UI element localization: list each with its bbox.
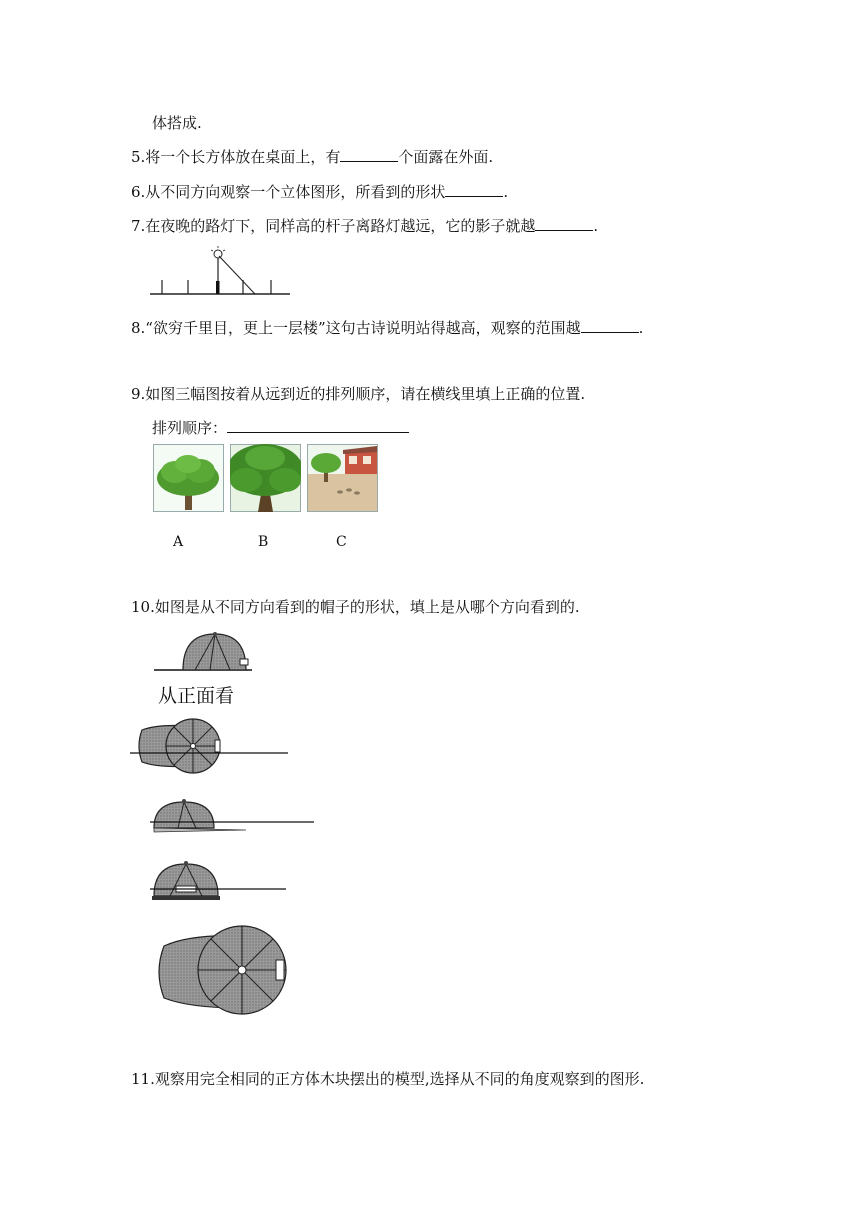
hat-back-view <box>148 856 288 902</box>
hat-top-view-small <box>128 716 290 774</box>
q5-text-a: 5.将一个长方体放在桌面上，有 <box>131 148 341 166</box>
caption-a: A <box>173 534 184 550</box>
tree-picture-a <box>153 444 224 512</box>
q6-text-b: . <box>503 183 509 201</box>
order-label: 排列顺序： <box>152 419 228 437</box>
q5-answer-blank[interactable] <box>340 147 398 162</box>
q8-text-a: 8.“欲穷千里目，更上一层楼”这句古诗说明站得越高，观察的范围越 <box>131 319 581 337</box>
question-5 <box>131 147 493 166</box>
question-6 <box>131 182 508 201</box>
hat-front-label: 从正面看 <box>158 685 235 707</box>
tree-picture-c <box>307 444 378 512</box>
line-continuation: 体搭成. <box>152 114 202 132</box>
q7-text-a: 7.在夜晚的路灯下，同样高的杆子离路灯越远，它的影子就越 <box>131 217 536 235</box>
question-9: 9.如图三幅图按着从远到近的排列顺序，请在横线里填上正确的位置. <box>131 385 586 403</box>
q6-text-a: 6.从不同方向观察一个立体图形，所看到的形状 <box>131 183 446 201</box>
question-9-order <box>152 418 409 437</box>
q5-text-b: 个面露在外面. <box>398 148 494 166</box>
streetlight-figure <box>148 244 293 298</box>
caption-c: C <box>336 534 347 550</box>
q6-answer-blank[interactable] <box>445 182 503 197</box>
q8-answer-blank[interactable] <box>581 318 639 333</box>
q8-text-b: . <box>638 319 644 337</box>
q7-answer-blank[interactable] <box>535 216 593 231</box>
hat-side-view <box>148 794 318 834</box>
hat-front-view <box>150 630 255 674</box>
caption-b: B <box>258 534 269 550</box>
order-answer-blank[interactable] <box>227 418 409 433</box>
question-8 <box>131 318 643 337</box>
tree-picture-b <box>230 444 301 512</box>
question-11: 11.观察用完全相同的正方体木块摆出的模型,选择从不同的角度观察到的图形. <box>131 1070 645 1088</box>
hat-top-view-large <box>150 920 295 1020</box>
q7-text-b: . <box>593 217 599 235</box>
question-7 <box>131 216 598 235</box>
question-10: 10.如图是从不同方向看到的帽子的形状，填上是从哪个方向看到的. <box>131 598 580 616</box>
